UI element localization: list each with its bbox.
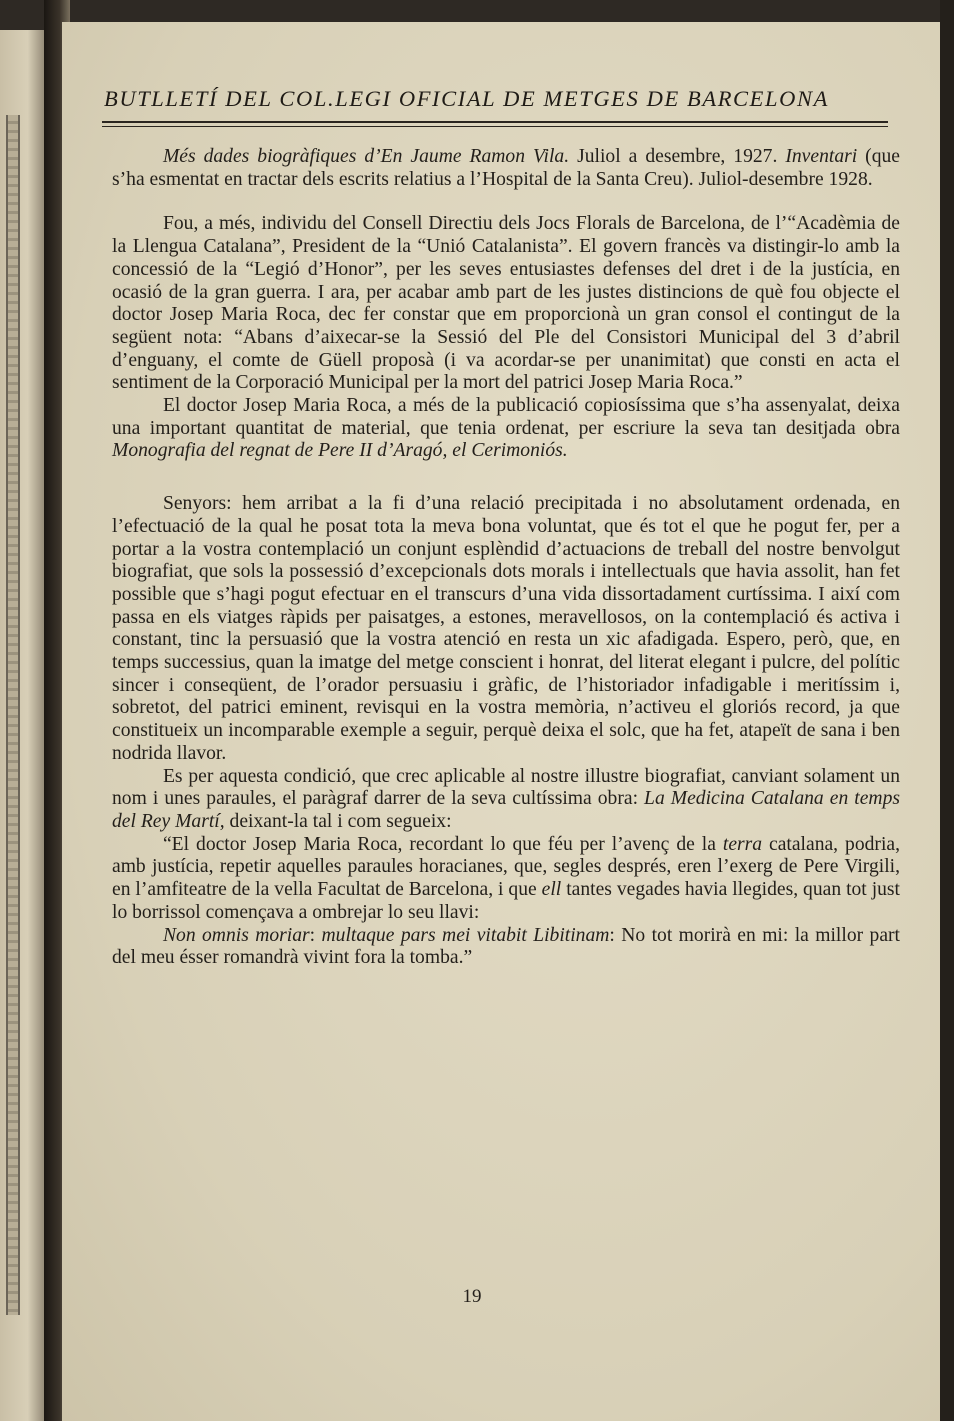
paragraph-3 xyxy=(112,395,900,463)
paragraph-2 xyxy=(112,213,900,395)
page-number: 19 xyxy=(462,1286,482,1307)
text-segment: catalana, podria, amb justícia, repetir aquelles paraules horacianes, que, segles després, eren l’exerg de Pere Virgili, en l’amfiteatre de la vella Facultat de Barcelona, i que xyxy=(112,833,900,901)
running-header: BUTLLETÍ DEL COL.LEGI OFICIAL DE METGES DE BARCELONA xyxy=(104,86,829,111)
text-segment: tantes vegades havia llegides, quan tot just lo borrissol començava a ombrejar lo seu llavi: xyxy=(112,879,900,923)
text-segment: Fou, a més, individu del Consell Directiu dels Jocs Florals de Barcelona, de l’“Acadèmia de la Llengua Catalana”, President de la “Unió Catalanista”. El govern francès va distingir-lo amb la concessió de la “Legió d’Honor”, per les seves entusiastes defenses del dret i de la justícia, en ocasió de la gran guerra. I ara, per acabar amb part de les justes distincions de què fou objecte el doctor Josep Maria Roca, dec fer constar que em proporcionà un gran consol el contingut de la següent nota: “Abans d’aixecar-se la Sessió del Ple del Consistori Municipal del 3 d’abril d’enguany, el comte de Güell proposà (i va acordar-se per unanimitat) que consti en acta el sentiment de la Corporació Municipal per la mort del patrici Josep Maria Roca.” xyxy=(112,213,900,394)
text-segment: La Medicina Catalana en temps del Rey Martí, xyxy=(112,788,900,832)
text-segment: terra xyxy=(722,833,763,855)
text-segment: (que s’ha esmentat en tractar dels escrits relatius a l’Hospital de la Santa Creu). Juliol-desembre 1928. xyxy=(112,146,900,190)
body-text xyxy=(112,146,900,970)
text-segment: Senyors: hem arribat a la fi d’una relació precipitada i no absolutament ordenada, en l’efectuació de la qual he posat tota la meva bona voluntat, que és tot el que he pogut fer, per a portar a la vostra contemplació un conjunt esplèndid d’actuacions de treball del nostre benvolgut biografiat, que sols la possessió d’excepcionals dots morals i intellectuals que havia assolit, han fet possible que s’hagi pogut efectuar en el transcurs d’una vida dissortadament curtíssima. I així com passa en els viatges ràpids per paisatges, a estones, meravellosos, on la contemplació és activa i constant, tinc la persuasió que la vostra atenció en resta un xic afadigada. Espero, però, que, en temps successius, quan la imatge del metge conscient i honrat, del literat elegant i pulcre, del polític sincer i conseqüent, de l’orador persuasiu i gràfic, de l’historiador infadigable i meritíssim i, sobretot, del patrici eminent, revisqui en la vostra memòria, n’activeu el gloriós record, ja que constitueix un incomparable exemple a seguir, perquè deixa el solc, que ha fet, atapeït de sana i ben nodrida llavor. xyxy=(112,493,900,764)
text-segment: multaque pars mei vitabit Libitinam xyxy=(321,924,610,946)
text-segment: deixant-la tal i com segueix: xyxy=(224,810,452,832)
text-segment: Non omnis moriar xyxy=(162,924,310,946)
left-page-edge xyxy=(0,30,46,1421)
right-scan-edge xyxy=(940,0,954,1421)
document-page xyxy=(62,22,942,1421)
text-segment: Inventari xyxy=(785,146,858,167)
header-rule-thick xyxy=(102,121,888,123)
text-segment: Es per aquesta condició, que crec aplicable al nostre illustre biografiat, canviant solament un nom i unes paraules, el paràgraf darrer de la seva cultíssima obra: xyxy=(112,765,900,810)
paragraph-1 xyxy=(112,146,900,191)
text-segment: El doctor Josep Maria Roca, a més de la publicació copiosíssima que s’ha assenyalat, deixa una important quantitat de material, que tenia ordenat, per escriure la seva tan desitjada obra xyxy=(112,395,900,439)
paragraph-7 xyxy=(112,925,900,970)
paragraph-4 xyxy=(112,493,900,765)
paragraph-6 xyxy=(112,834,900,925)
text-segment: Més dades biogràfiques d’En Jaume Ramon Vila. xyxy=(162,146,570,167)
header-rule-thin xyxy=(102,126,888,127)
text-segment: ell xyxy=(541,879,562,901)
text-segment: : No tot morirà en mi: la millor part del meu ésser romandrà vivint fora la tomba.” xyxy=(112,924,900,969)
paragraph-5 xyxy=(112,766,900,834)
text-segment: Monografia del regnat de Pere II d’Aragó, el Cerimoniós. xyxy=(112,440,568,462)
left-page-ornamental-border xyxy=(6,115,20,1315)
text-segment: : xyxy=(309,924,322,946)
text-segment: Juliol a desembre, 1927. xyxy=(569,146,786,167)
text-segment: “El doctor Josep Maria Roca, recordant lo que féu per l’avenç de la xyxy=(162,833,723,855)
